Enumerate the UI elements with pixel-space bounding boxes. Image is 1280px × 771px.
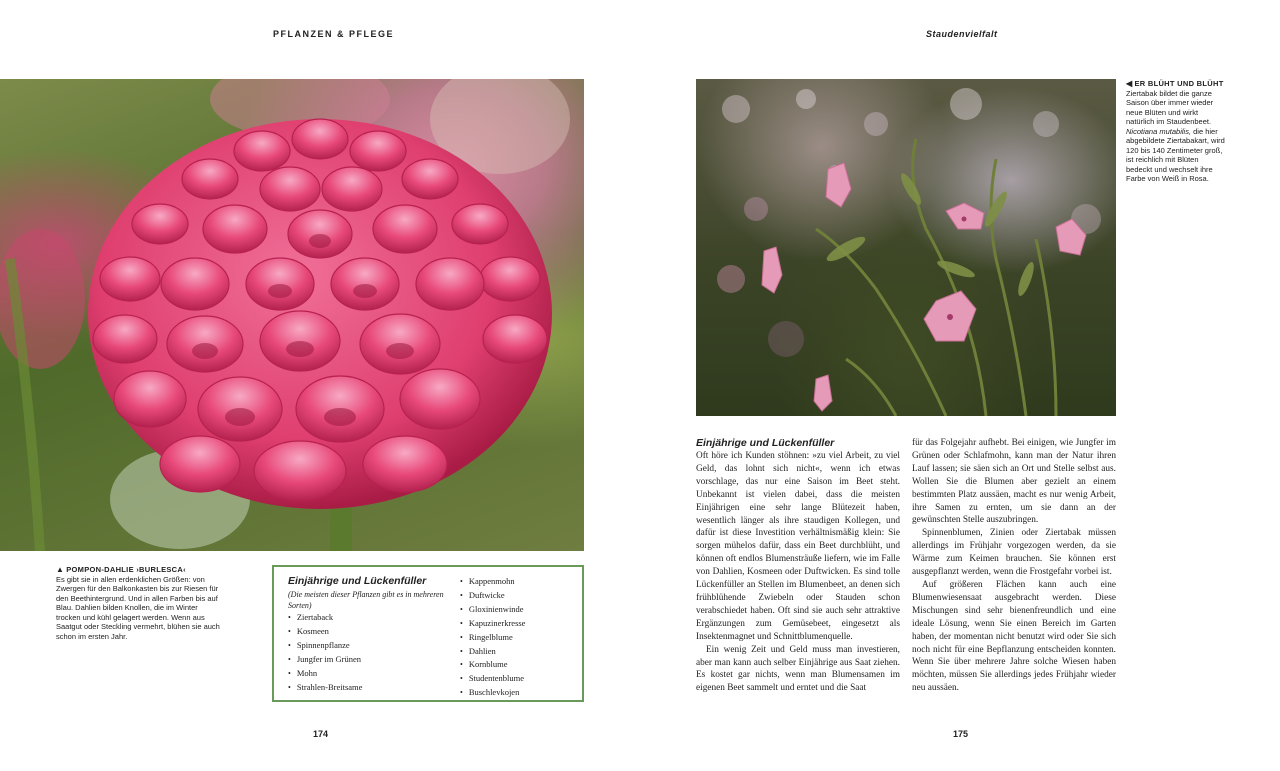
article-paragraph: für das Folgejahr aufhebt. Bei einigen, wie Jungfer im Grünen oder Schlafmohn, kann man der Natur ihren Lauf lassen; sie säen sich an Ort und Stelle selbst aus. Wollen Sie die Blumen aber gezielt an einem bestimmten Platz aussäen, macht es nur wenig Arbeit, ihre Samen zu ernten, um sie dann an der gewünschten Stelle auszubringen.	[912, 438, 1116, 526]
article-paragraph: Ein wenig Zeit und Geld muss man investieren, aber man kann auch selber Einjährige aus Saat ziehen. Es kostet gar nichts, wenn man Blumensamen im eigenen Beet sammelt und erntet und die Saat	[696, 644, 900, 694]
dahlia-illustration	[0, 79, 584, 551]
plant-list-column-2	[460, 575, 580, 700]
nicotiana-caption-text-1: Ziertabak bildet die ganze Saison über immer wieder neue Blüten und wirkt natürlich im Staudenbeet.	[1126, 88, 1214, 126]
dahlia-photo	[0, 79, 584, 551]
running-head-right: Staudenvielfalt	[926, 29, 998, 39]
list-item: • Ringelblume	[460, 631, 580, 645]
article-heading: Einjährige und Lückenfüller	[696, 437, 835, 449]
page-number-left: 174	[313, 729, 329, 739]
dahlia-caption-title-text: POMPON-DAHLIE ›BURLESCA‹	[66, 565, 186, 574]
article-paragraph: Auf größeren Flächen kann auch eine Blumenwiesensaat ausgebracht werden. Diese Mischungen sind sehr bienenfreundlich und eine ideale Lösung, wenn Sie einen Bereich im Garten haben, der momentan nicht benutzt wird oder Sie sich noch nicht für eine Bepflanzung entscheiden konnten. Wenn Sie über mehrere Jahre solche Wiesen haben möchten, müssen Sie allerdings jedes Frühjahr wieder neu aussäen.	[912, 579, 1116, 694]
article-paragraph: Spinnenblumen, Zinien oder Ziertabak müssen allerdings im Frühjahr vorgezogen werden, da sie Wärme zum Keimen brauchen. Sie können erst ausgepflanzt werden, wenn die Frostgefahr vorbei ist.	[912, 528, 1116, 578]
article-column-2	[912, 437, 1116, 695]
dahlia-caption-text: Es gibt sie in allen erdenklichen Größen: von Zwergen für den Balkonkasten bis zur Riesen für den Beethintergrund. Und in allen Farben bis auf Blau. Dahlien bilden Knollen, die im Winter trocken und kühl gelagert werden. Wenn aus Saatgut oder Steckling vermehrt, blühen sie auch schon im ersten Jahr.	[56, 574, 220, 641]
article-column-1	[696, 437, 900, 695]
plant-list-box	[272, 565, 584, 702]
box-subtitle: (Die meisten dieser Pflanzen gibt es in mehreren Sorten)	[288, 590, 444, 610]
list-item: • Duftwicke	[460, 589, 580, 603]
list-item: • Ziertaback	[288, 611, 458, 625]
list-item: • Kosmeen	[288, 625, 458, 639]
plant-list-column-1	[288, 575, 458, 694]
page-number-right: 175	[953, 729, 969, 739]
article-paragraph: Oft höre ich Kunden stöhnen: »zu viel Arbeit, zu viel Geld, das lohnt sich nicht«, wenn ich etwas vorschlage, das nur eine Saison im Beet steht. Unbekannt ist vielen dabei, dass die meisten Einjährigen eine sehr lange Blütezeit haben, wesentlich länger als ihre staudigen Kollegen, und dafür ist diese Investition verhältnismäßig klein: Sie sorgen mühelos dafür, dass ein Beet durchblüht, und können oft endlos Blumensträuße liefern, wie im Falle von Dahlien, Kosmeen oder Duftwicken. Es sind tolle Lückenfüller an Stellen im Blumenbeet, an denen sich frühblühende Zwiebeln oder Stauden schon verabschiedet haben. Oft sind sie auch sehr attraktive Ergänzungen zum Gemüsebeet, eingesetzt als Insektenmagnet und Schnittblumenquelle.	[696, 451, 900, 642]
list-item: • Kornblume	[460, 658, 580, 672]
list-item: • Jungfer im Grünen	[288, 653, 458, 667]
list-item: • Studentenblume	[460, 672, 580, 686]
list-item: • Strahlen-Breitsame	[288, 681, 458, 695]
right-page	[640, 0, 1280, 771]
nicotiana-caption-title-text: ER BLÜHT UND BLÜHT	[1134, 79, 1224, 88]
list-item: • Gloxinienwinde	[460, 603, 580, 617]
nicotiana-species-name: Nicotiana mutabilis,	[1126, 126, 1192, 136]
plant-list-2	[460, 575, 580, 700]
dahlia-caption-title	[56, 565, 222, 575]
triangle-up-icon: ▲	[56, 565, 65, 574]
running-head-left: PFLANZEN & PFLEGE	[273, 29, 395, 39]
list-item: • Buschlevkojen	[460, 686, 580, 700]
list-item: • Kapuzinerkresse	[460, 617, 580, 631]
nicotiana-caption-title	[1126, 79, 1226, 89]
nicotiana-photo	[696, 79, 1116, 416]
nicotiana-caption	[1126, 79, 1226, 184]
list-item: • Kappenmohn	[460, 575, 580, 589]
nicotiana-illustration	[696, 79, 1116, 416]
dahlia-caption	[56, 565, 222, 641]
plant-list-1	[288, 611, 458, 694]
list-item: • Spinnenpflanze	[288, 639, 458, 653]
list-item: • Mohn	[288, 667, 458, 681]
nicotiana-caption-text-2: die hier abgebildete Ziertabakart, wird 120 bis 140 Zentimeter groß, ist reichlich mit Blüten bedeckt und wechselt ihre Farbe von Weiß in Rosa.	[1126, 126, 1225, 183]
box-title: Einjährige und Lückenfüller	[288, 575, 427, 587]
list-item: • Dahlien	[460, 645, 580, 659]
triangle-left-icon: ◀	[1126, 79, 1133, 88]
